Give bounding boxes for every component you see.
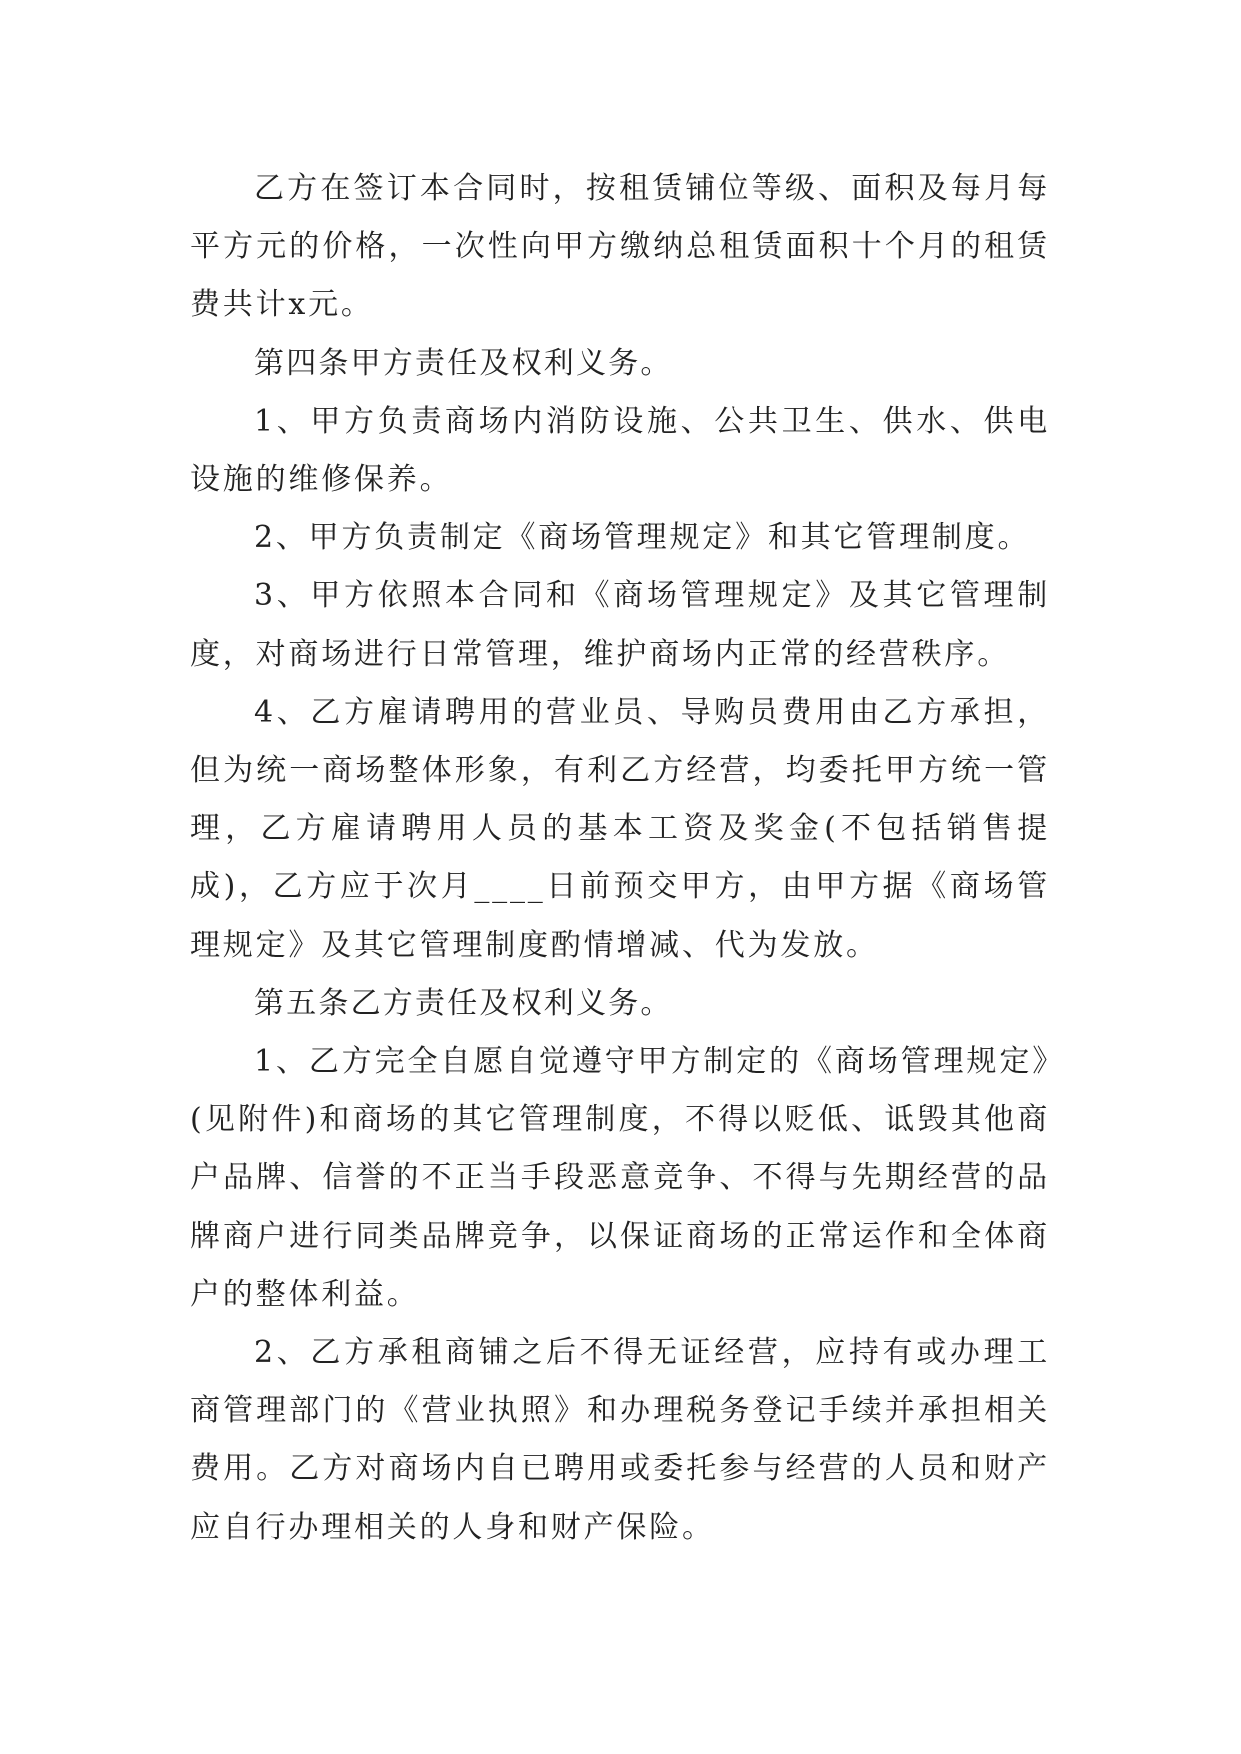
document-body	[190, 160, 1050, 1557]
paragraph-party-b-item-1: 1、乙方完全自愿自觉遵守甲方制定的《商场管理规定》(见附件)和商场的其它管理制度，不得以贬低、诋毁其他商户品牌、信誉的不正当手段恶意竞争、不得与先期经营的品牌商户进行同类品牌竞争，以保证商场的正常运作和全体商户的整体利益。	[190, 1044, 1050, 1312]
paragraph-rent-payment: 乙方在签订本合同时，按租赁铺位等级、面积及每月每平方元的价格，一次性向甲方缴纳总租赁面积十个月的租赁费共计x元。	[190, 171, 1050, 323]
article-four-heading: 第四条甲方责任及权利义务。	[254, 345, 673, 381]
article-five-heading: 第五条乙方责任及权利义务。	[254, 985, 673, 1021]
paragraph-party-a-item-4: 4、乙方雇请聘用的营业员、导购员费用由乙方承担，但为统一商场整体形象，有利乙方经营，均委托甲方统一管理，乙方雇请聘用人员的基本工资及奖金(不包括销售提成)，乙方应于次月____日前预交甲方，由甲方据《商场管理规定》及其它管理制度酌情增减、代为发放。	[190, 694, 1050, 963]
paragraph-party-a-item-2: 2、甲方负责制定《商场管理规定》和其它管理制度。	[254, 520, 1031, 556]
paragraph-party-a-item-3: 3、甲方依照本合同和《商场管理规定》及其它管理制度，对商场进行日常管理，维护商场内正常的经营秩序。	[190, 578, 1050, 672]
paragraph-party-b-item-2: 2、乙方承租商铺之后不得无证经营，应持有或办理工商管理部门的《营业执照》和办理税务登记手续并承担相关费用。乙方对商场内自已聘用或委托参与经营的人员和财产应自行办理相关的人身和财产保险。	[190, 1335, 1050, 1545]
paragraph-party-a-item-1: 1、甲方负责商场内消防设施、公共卫生、供水、供电设施的维修保养。	[190, 403, 1050, 498]
